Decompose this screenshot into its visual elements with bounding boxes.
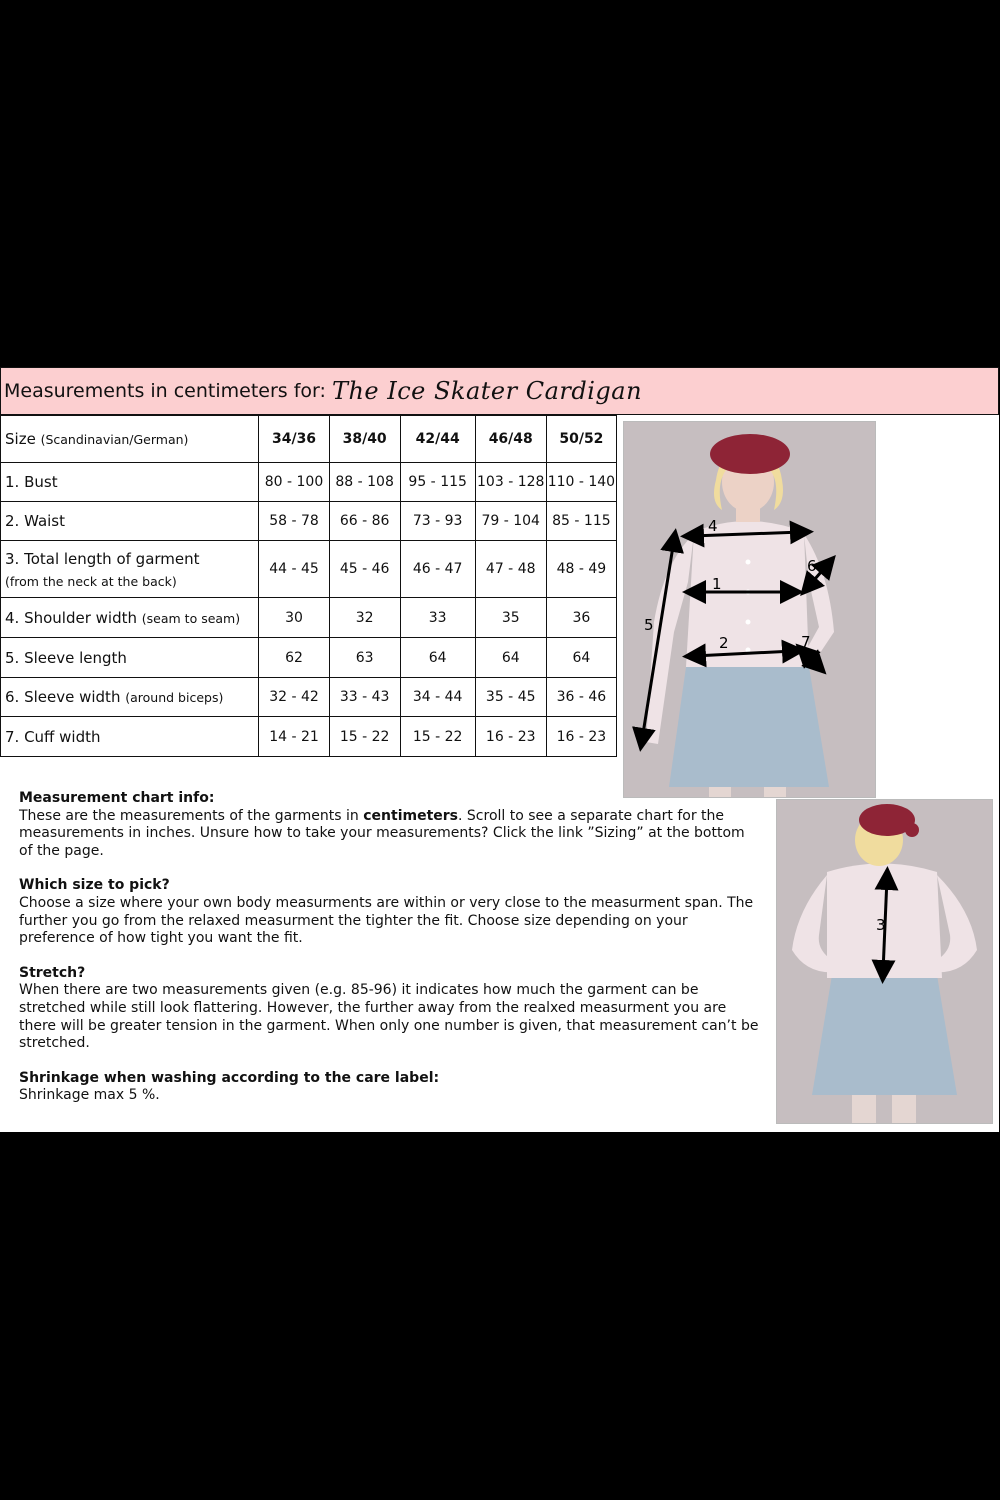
table-cell: 15 - 22 [400,717,475,757]
size-table [0,415,617,757]
arrow-label: 4 [708,517,718,535]
row-label [1,717,259,757]
table-cell: 103 - 128 [475,463,546,502]
stretch-text: When there are two measurements given (e.g. 85-96) it indicates how much the garment can be stretched while still look flattering. However, the further away from the realxed measurment you are there will be greater tension in the garment. When only one number is given, that measurement can’t be stretched. [19,982,759,1052]
row-label [1,598,259,638]
chart-info-text: These are the measurements of the garments in [19,807,364,824]
arrow-label: 5 [644,616,654,634]
row-label-note: (seam to seam) [141,610,241,626]
front-figure-illustration [624,422,875,797]
table-cell: 33 - 43 [329,678,400,717]
row-label [1,678,259,717]
row-label-note: (from the neck at the back) [5,573,177,589]
table-cell: 46 - 47 [400,541,475,598]
table-header-row [1,416,617,463]
size-header: 50/52 [546,416,616,463]
table-cell: 66 - 86 [329,502,400,541]
table-cell: 95 - 115 [400,463,475,502]
row-label-text: 3. Total length of garment [5,549,200,568]
table-row [1,541,617,598]
row-label-text: 2. Waist [5,512,66,530]
product-name: The Ice Skater Cardigan [331,377,643,405]
chart-info-bold: centimeters [363,807,459,824]
size-header: 46/48 [475,416,546,463]
table-cell: 45 - 46 [329,541,400,598]
size-note: (Scandinavian/German) [40,432,189,447]
arrow-label: 1 [712,575,722,593]
table-row [1,638,617,678]
which-size-heading: Which size to pick? [19,877,170,894]
table-cell: 32 - 42 [259,678,329,717]
table-cell: 33 [400,598,475,638]
table-cell: 48 - 49 [546,541,616,598]
table-cell: 79 - 104 [475,502,546,541]
table-row [1,717,617,757]
table-cell: 64 [475,638,546,678]
size-chart-card [0,367,999,1132]
table-cell: 36 [546,598,616,638]
table-cell: 32 [329,598,400,638]
row-label [1,541,259,598]
table-cell: 63 [329,638,400,678]
table-cell: 58 - 78 [259,502,329,541]
row-label-text: 1. Bust [5,473,58,491]
measurement-info [19,790,759,1122]
back-measurement-photo [776,799,993,1124]
table-row [1,502,617,541]
shrinkage-heading: Shrinkage when washing according to the care label: [19,1069,440,1086]
table-cell: 80 - 100 [259,463,329,502]
row-label [1,502,259,541]
table-cell: 85 - 115 [546,502,616,541]
arrow-label: 6 [807,557,817,575]
table-cell: 47 - 48 [475,541,546,598]
front-measurement-photo [623,421,876,798]
row-label-text: 7. Cuff width [5,727,101,746]
table-cell: 16 - 23 [546,717,616,757]
shrinkage-text: Shrinkage max 5 %. [19,1087,160,1104]
size-label: Size [5,430,36,448]
which-size-section [19,877,759,947]
table-cell: 14 - 21 [259,717,329,757]
table-cell: 88 - 108 [329,463,400,502]
size-header: 38/40 [329,416,400,463]
stretch-heading: Stretch? [19,964,86,981]
chart-info-section [19,790,759,860]
size-label-cell [1,416,259,463]
arrow-label: 3 [876,916,886,934]
table-row [1,463,617,502]
table-cell: 30 [259,598,329,638]
table-cell: 44 - 45 [259,541,329,598]
table-cell: 35 - 45 [475,678,546,717]
table-cell: 35 [475,598,546,638]
title-lead: Measurements in centimeters for: [4,380,326,402]
size-header: 34/36 [259,416,329,463]
table-cell: 64 [400,638,475,678]
which-size-text: Choose a size where your own body measurments are within or very close to the measurment span. The further you go from the relaxed measurment the tighter the fit. Choose size depending on your preference of how tight you want the fit. [19,894,754,947]
table-cell: 62 [259,638,329,678]
table-cell: 64 [546,638,616,678]
title-bar [0,367,999,415]
row-label [1,463,259,502]
stretch-section [19,965,759,1053]
table-row [1,598,617,638]
table-row [1,678,617,717]
row-label [1,638,259,678]
row-label-text: 4. Shoulder width [5,608,137,627]
table-cell: 73 - 93 [400,502,475,541]
shrinkage-section [19,1070,759,1105]
size-header: 42/44 [400,416,475,463]
arrow-label: 7 [801,633,811,651]
arrow-label: 2 [719,634,729,652]
table-cell: 16 - 23 [475,717,546,757]
table-cell: 36 - 46 [546,678,616,717]
row-label-note: (around biceps) [125,690,224,705]
table-cell: 34 - 44 [400,678,475,717]
row-label-text: 5. Sleeve length [5,648,127,667]
row-label-text: 6. Sleeve width [5,688,121,706]
chart-info-text-end: . Scroll to see a separate chart for the measurements in inches. Unsure how to take your measurements? Click the link ”Sizing” at the bottom of the page. [19,807,745,859]
back-figure-illustration [777,800,992,1123]
chart-info-heading: Measurement chart info: [19,790,215,806]
table-cell: 15 - 22 [329,717,400,757]
table-cell: 110 - 140 [546,463,616,502]
